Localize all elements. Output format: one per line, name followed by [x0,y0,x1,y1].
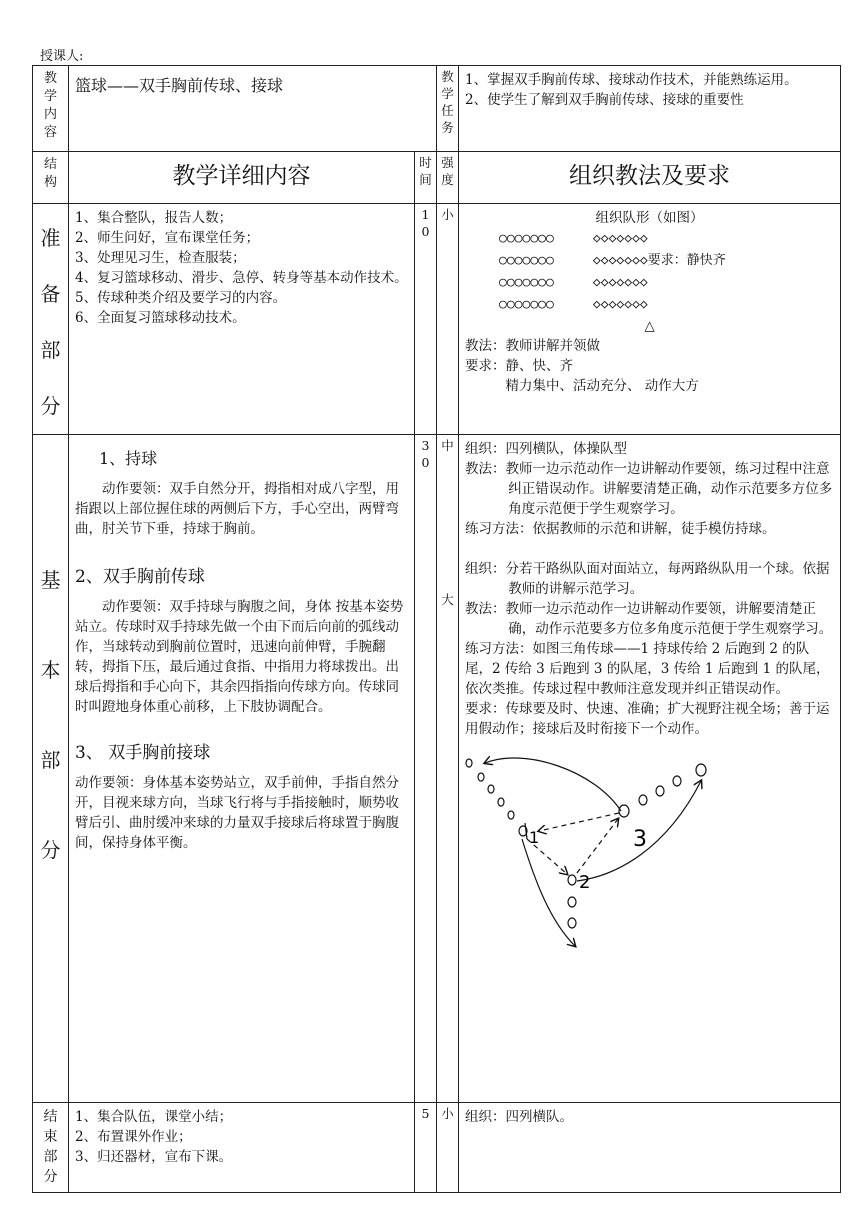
list-item: 3、归还器材，宣布下课。 [75,1149,233,1165]
intensity-header: 强 度 [437,152,459,204]
basic-label: 基 本 部 分 [33,435,69,1103]
list-item: 3、处理见习生，检查服装； [75,250,246,266]
list-item: 4、复习篮球移动、滑步、急停、转身等基本动作技术。 [75,270,408,286]
player-dot [568,918,576,928]
dashed-pass [577,819,618,873]
method-text: 练习方法：如图三角传球——1 持球传给 2 后跑到 2 的队尾，2 传给 3 后跑到 3 的队尾，3 传给 1 后跑到 1 的队尾，依次类推。传球过程中教师注意发现并纠正错误动作。 [465,641,830,697]
prep-time: 1 0 [415,204,437,435]
end-time: 5 [415,1103,437,1193]
prep-intensity: 小 [437,204,459,435]
player-dot [508,811,514,819]
section-text: 动作要领：双手自然分开，拇指相对成八字型，用指跟以上部位握住球的两侧后下方，手心空出，两臂弯曲，肘关节下垂，持球于胸前。 [75,481,399,537]
section-title: 2、双手胸前传球 [75,567,205,587]
player-dot [639,795,647,805]
section-title: 3、 双手胸前接球 [75,743,211,763]
player-label-2: 2 [579,872,591,893]
prep-method [459,204,841,435]
player-dot [478,773,484,781]
formation-row: ○○○○○○○ ◇◇◇◇◇◇◇ [499,275,648,290]
list-item: 1、集合队伍，课堂小结； [75,1109,233,1125]
player-label-3: 3 [633,827,648,852]
player-dot [466,759,472,767]
method-text: 要求：传球要及时、快速、准确；扩大视野注视全场；善于运用假动作；接球后及时衔接下一个动作。 [465,701,830,737]
detail-header: 教学详细内容 [69,152,415,204]
content-title: 篮球——双手胸前传球、接球 [69,66,437,152]
task-label: 教 学 任 务 [437,66,459,152]
list-item: 5、传球种类介绍及要学习的内容。 [75,290,287,306]
player-dot [568,897,576,907]
prep-items [69,204,415,435]
dashed-pass [539,813,619,831]
teacher-label: 授课人: [40,49,84,64]
prep-requirement-2: 精力集中、活动充分、 动作大方 [505,378,699,394]
list-item: 2、布置课外作业； [75,1129,192,1145]
task-list [459,66,841,152]
formation-row: ○○○○○○○ ◇◇◇◇◇◇◇ [499,297,648,312]
formation-row: ○○○○○○○ ◇◇◇◇◇◇◇要求：静快齐 [499,253,726,268]
lesson-plan-table [32,65,841,1193]
section-text: 动作要领：双手持球与胸腹之间，身体 按基本姿势站立。传球时双手持球先做一个由下而后向前的弧线动作，当球转动到胸前位置时，迅速向前伸臂，手腕翻转，拇指下压，最后通过食指、中指用力将球拨出。出球后拇指和手心向下，其余四指指向传球方向。传球同时叫蹬地身体重心前移，上下肢协调配合。 [75,599,404,715]
structure-header: 结 构 [33,152,69,204]
teacher-mark: △ [644,318,655,334]
task-item: 2、使学生了解到双手胸前传球、接球的重要性 [465,92,744,108]
player-label-1: 1 [529,828,540,847]
pass-arrow [522,839,575,946]
end-method: 组织：四列横队。 [459,1103,841,1193]
triangle-pass-diagram [465,751,735,961]
method-text: 组织：四列横队，体操队型 [465,441,628,457]
method-text: 教法：教师一边示范动作一边讲解动作要领，练习过程中注意纠正错误动作。讲解要清楚正确，动作示范要多方位多角度示范便于学生观察学习。 [465,461,833,517]
player-dot [568,875,576,885]
basic-method [459,435,841,1103]
player-dot [673,776,681,786]
player-dot [696,764,706,776]
end-items [69,1103,415,1193]
content-label: 教 学 内 容 [33,66,69,152]
basic-time: 3 0 [415,435,437,1103]
section-title: 1、持球 [99,449,158,468]
list-item: 1、集合整队，报告人数； [75,210,233,226]
prep-requirement: 要求：静、快、齐 [465,358,574,374]
section-text: 动作要领：身体基本姿势站立，双手前伸，手指自然分开，目视来球方向，当球飞行将与手指接触时，顺势收臂后引、曲肘缓冲来球的力量双手接球后将球置于胸腹间，保持身体平衡。 [75,775,399,851]
list-item: 6、全面复习篮球移动技术。 [75,310,246,326]
player-dot [498,798,504,806]
method-text: 练习方法：依据教师的示范和讲解，徒手模仿持球。 [465,521,776,537]
end-intensity: 小 [437,1103,459,1193]
prep-label: 准 备 部 分 [33,204,69,435]
basic-intensity: 中 大 [437,435,459,1103]
task-item: 1、掌握双手胸前传球、接球动作技术，并能熟练运用。 [465,72,798,88]
pass-arrow [485,758,621,811]
end-label: 结 束 部 分 [33,1103,69,1193]
method-text: 组织：分若干路纵队面对面站立，每两路纵队用一个球。依据教师的讲解示范学习。 [465,561,830,597]
time-header: 时 间 [415,152,437,204]
method-text: 教法：教师一边示范动作一边讲解动作要领，讲解要清楚正确，动作示范要多方位多角度示范便于学生观察学习。 [465,601,833,637]
prep-teaching-method: 教法：教师讲解并领做 [465,338,601,354]
formation-row: ○○○○○○○ ◇◇◇◇◇◇◇ [499,231,648,246]
player-dot [488,785,494,793]
player-dot [656,786,664,796]
method-header: 组织教法及要求 [459,152,841,204]
formation-title: 组织队形（如图） [595,210,704,226]
list-item: 2、师生问好，宣布课堂任务； [75,230,260,246]
basic-content [69,435,415,1103]
